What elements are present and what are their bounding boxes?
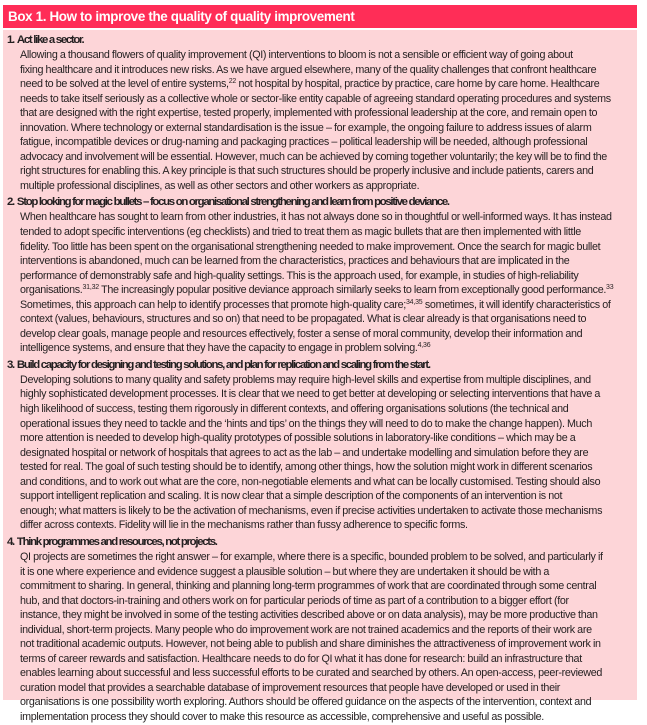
text-line: intelligence systems, and ensure that they have the capacity to engage in problem solving.$^{4,36}$ [20,342,431,355]
text-line: commitment to sharing. In general, thinking and planning long-term programmes of work that are coordinated through some central [20,580,597,593]
text-line: that are designed with the right expertise, tested properly, implemented with professional leadership at the core, and remain open to [20,107,598,120]
text-line: fatigue, incompatible devices or drug-naming and packaging practices – political leadership will be needed, although professional [20,136,588,149]
text-line: right structures for enabling this. A key principle is that such structures should be properly inclusive and include patients, carers and [20,165,594,178]
text-line: When healthcare has sought to learn from other industries, it has not always done so in thoughtful or well-informed ways. It has instead [20,211,612,224]
citation-reference[interactable]: 4,36 [417,342,431,350]
text-line: innovation. Where technology or external standardisation is the issue – for example, the ongoing failure to address issues of alarm [20,121,592,134]
recommendation-item [6,535,633,725]
text-line: develop clear goals, manage people and resources effectively, foster a sense of moral community, develop their information and [20,327,583,340]
text-line: advocacy and involvement will be essential. However, much can be achieved by coming together voluntarily; the key will be to find the [20,150,607,163]
text-line: operational issues they need to tackle and the ‘hints and tips’ on the things they will need to do to make the change happen). Much [20,417,592,430]
item-heading-text: Act like a sector. [16,34,84,46]
text-line: highly sophisticated development processes. It is clear that we need to get better at developing or selecting interventions that have a [20,388,601,401]
item-number: 3. [7,358,14,371]
text-line: designated hospital or network of hospitals that agrees to act as the lab – and undertake modelling and simulation before they are [20,446,589,459]
text-line: multiple professional disciplines, as well as other sectors and other workers as appropriate. [20,179,420,192]
text-line: fidelity. Too little has been spent on the organisational strengthening needed to make improvement. Once the search for magic bullet [20,240,601,253]
text-line: need to be solved at the level of entire systems,$^{22}$ not hospital by hospital, practice by practice, care home by care home. Healthcare [20,78,600,91]
text-line: more attention is needed to develop high-quality prototypes of possible solutions in laboratory-like conditions – which may be a [20,432,576,445]
text-line: it is one where experience and evidence suggest a plausible solution – but where they are undertaken it should be with a [20,565,550,578]
text-line: support intelligent replication and scaling. It is now clear that a simple description of the components of an intervention is not [20,490,563,503]
item-heading [6,195,633,210]
text-line: Sometimes, this approach can help to identify processes that promote high-quality care;$^{34,35}$ sometimes, it will identify characteristics of [20,298,611,311]
citation-reference[interactable]: 22 [228,78,237,86]
text-box [3,5,637,723]
text-line: tested for real. The goal of such testing should be to identify, among other things, how the solution might work in different scenarios [20,461,593,474]
item-number: 1. [7,34,14,46]
text-line: implementation process they should cover to make this resource as accessible, comprehensive and useful as possible. [20,710,544,723]
text-line: enables learning about successful and less successful efforts to be curated and searched by others. An open-access, peer-reviewed [20,667,603,680]
item-paragraph [6,48,633,193]
text-line: organisations is one possibility worth exploring. Authors should be offered guidance on the aspects of the intervention, context and [20,696,592,709]
citation-reference[interactable]: 31,32 [82,284,99,292]
item-number: 2. [7,196,14,209]
text-line: interventions is abandoned, much can be learned from the characteristics, practices and behaviours that are implicated in the [20,255,570,268]
text-line: QI projects are sometimes the right answer – for example, where there is a specific, bounded problem to be solved, and particularly if [20,550,603,563]
text-line: needs to take itself seriously as a collective whole or sector-like entity capable of agreeing standard operating procedures and systems [20,92,611,105]
item-heading [6,358,633,373]
text-line: not traditional academic outputs. However, not being able to publish and share diminishes the attractiveness of improvement work in [20,638,601,651]
item-paragraph [6,210,633,355]
citation-reference[interactable]: 34,35 [405,298,423,306]
text-line: organisations.$^{31,32}$ The increasingly popular positive deviance approach similarly seeks to learn from exceptionally good performance.$^{33}$ [20,284,614,297]
citation-reference[interactable]: 33 [606,284,614,292]
text-line: context (values, behaviours, structures and so on) that need to be propagated. What is clear already is that organisations need to [20,313,587,326]
text-line: high likelihood of success, testing them rigorously in different contexts, and offering organisations solutions (the technical and [20,403,569,416]
text-line: terms of career rewards and satisfaction. Healthcare needs to do for QI what it has done for research: build an infrastructure that [20,652,582,665]
text-line: Allowing a thousand flowers of quality improvement (QI) interventions to bloom is not a sensible or efficient way of going about [20,49,573,61]
box-header [3,5,637,30]
text-line: tended to adopt specific interventions (eg checklists) and tried to treat them as magic bullets that are then implemented with little [20,226,581,239]
text-line: and conditions, and to work out what are the core, non-negotiable elements and what can be locally customised. Testing should also [20,475,601,488]
text-line: instance, they might be involved in some of the testing activities described above or on data analysis), may be more productive than [20,609,598,622]
text-line: fixing healthcare and it introduces new risks. As we have argued elsewhere, many of the quality challenges that confront healthcare [20,63,597,76]
item-heading-text: Stop looking for magic bullets – focus on organisational strengthening and learn from positive deviance. [16,196,449,209]
item-heading [6,33,633,48]
text-line: hub, and that doctors-in-training and others work on for particular periods of time as part of a contribution to a bigger effort (for [20,594,569,607]
item-number: 4. [7,535,14,548]
text-line: performance of demonstrably safe and high-quality settings. This is the approach used, for example, in studies of high-reliability [20,269,579,282]
item-heading-text: Build capacity for designing and testing solutions, and plan for replication and scaling from the start. [16,358,430,371]
recommendation-item [6,358,633,533]
text-line: individual, short-term projects. Many people who do improvement work are not trained academics and the reports of their work are [20,623,592,636]
item-paragraph [6,373,633,533]
text-line: Developing solutions to many quality and safety problems may require high-level skills and expertise from multiple disciplines, and [20,373,591,386]
recommendation-item [6,33,633,193]
text-line: differ across contexts. Fidelity will lie in the mechanisms rather than fussy adherence to specific forms. [20,519,468,532]
text-line: curation model that provides a searchable database of improvement resources that people have developed or used in their [20,681,561,694]
item-heading-text: Think programmes and resources, not projects. [16,535,217,548]
box-title: Box 1. How to improve the quality of quality improvement [8,9,355,24]
item-heading [6,535,633,550]
recommendation-item [6,195,633,355]
item-paragraph [6,550,633,725]
text-line: enough; what matters is likely to be the activation of mechanisms, even if precise activities undertaken to activate those mechanisms [20,504,603,517]
box-body [3,30,637,725]
